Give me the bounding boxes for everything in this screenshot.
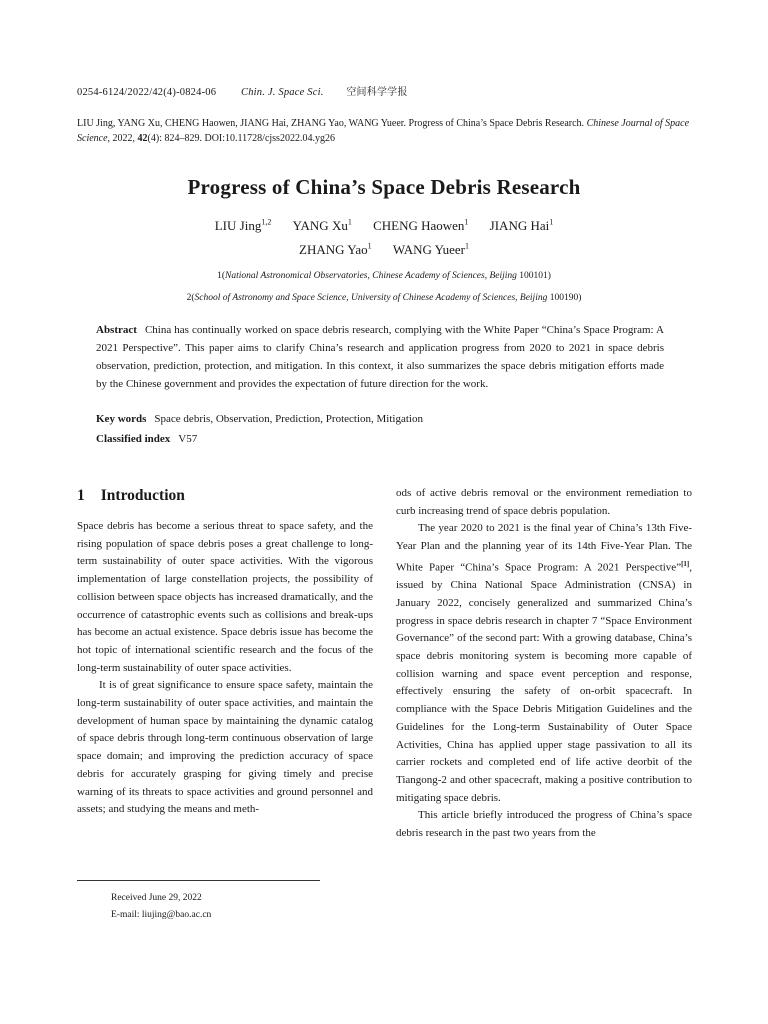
author: JIANG Hai$^1$ [489, 218, 554, 234]
affiliation-2: 2(School of Astronomy and Space Science, University of Chinese Academy of Sciences, Beijing 100190) [186, 293, 582, 303]
paragraph: ods of active debris removal or the environment remediation to curb increasing trend of space debris population. [396, 487, 692, 517]
journal-header [77, 83, 408, 98]
citation-year: , 2022, [107, 133, 138, 144]
section-heading [77, 487, 185, 505]
right-column [396, 485, 692, 843]
footnote-divider [77, 880, 320, 881]
left-column [77, 518, 373, 819]
author: ZHANG Yao$^1$ [299, 242, 372, 258]
keywords [96, 413, 423, 425]
affiliation-1: 1(National Astronomical Observatories, Chinese Academy of Sciences, Beijing 100101) [217, 271, 551, 281]
paragraph: This article briefly introduced the progress of China’s space debris research in the past two years from the [396, 809, 692, 840]
authors-row-1 [0, 218, 768, 234]
classified-label: Classified index [96, 433, 171, 445]
abstract [96, 321, 664, 393]
paper-title: Progress of China’s Space Debris Research [187, 175, 581, 199]
journal-abbreviation: Chin. J. Space Sci. [241, 87, 324, 98]
citation-authors: LIU Jing, YANG Xu, CHENG Haowen, JIANG Hai, ZHANG Yao, WANG Yueer. Progress of China’s Space Debris Research. [77, 118, 585, 129]
received-date: Received June 29, 2022 [111, 893, 202, 903]
citation-volume: 42 [137, 133, 148, 144]
abstract-label: Abstract [96, 324, 137, 336]
journal-chinese-name: 空间科学学报 [346, 87, 408, 98]
author: YANG Xu$^1$ [292, 218, 352, 234]
author: CHENG Haowen$^1$ [373, 218, 469, 234]
paragraph: It is of great significance to ensure space safety, maintain the long-term sustainability of outer space activities, and maintain the development of human space by maintaining the dynamic catalog of space debris through long-term continuous observation of large space domain; and improving the prediction accuracy of space debris for accurately grasping for giving timely and precise warning of its threats to space activities and ground personnel and assets; and studying the means and meth- [77, 679, 373, 816]
paragraph: The year 2020 to 2021 is the final year of China’s 13th Five-Year Plan and the planning year of its 14th Five-Year Plan. The White Paper “China’s Space Program: A 2021 Perspective”[1], issued by China National Space Administration (CNSA) in January 2022, concisely generalized and summarized China’s progress in space debris research in chapter 7 “Space Environment Governance” of the second part: With a growing database, China’s space debris monitoring system is becoming more capable of collision warning and space event perception and response, effectively ensuring the safety of on-orbit spacecraft. In compliance with the Space Debris Mitigation Guidelines and the Guidelines for the Long-term Sustainability of Outer Space Activities, China has applied upper stage passivation to all its carrier rockets and completed end of life active deorbit of the Tiangong-2 and other spacecraft, making a positive contribution to mitigating space debris. [396, 522, 692, 804]
abstract-text: China has continually worked on space debris research, complying with the White Paper “China’s Space Program: A 2021 Perspective”. This paper aims to clarify China’s research and application progress from 2020 to 2021 in space debris observation, prediction, protection, and mitigation. In this context, it also summarizes the space debris mitigation efforts made by the Chinese government and provides the expectation of future direction for the work. [96, 324, 664, 390]
authors-row-2 [0, 242, 768, 258]
citation-doi: (4): 824–829. DOI:10.11728/cjss2022.04.yg26 [147, 133, 335, 144]
keywords-label: Key words [96, 413, 147, 425]
citation [77, 116, 693, 146]
article-code: 0254-6124/2022/42(4)-0824-06 [77, 87, 217, 98]
citation-journal: Chinese Journal of Space Science [77, 118, 690, 144]
paragraph: Space debris has become a serious threat to space safety, and the rising population of space debris poses a great challenge to long-term sustainability of outer space activities. With the vigorous implementation of large constellation projects, the possibility of collision between space objects has increased dramatically, and the occurrence of catastrophic events such as collisions and break-ups has become an actual existence. Space debris issue has become the hot topic of international scientific research and the focus of the long-term sustainability of outer space activities. [77, 520, 373, 674]
classified-text: V57 [178, 433, 198, 445]
reference-marker[interactable]: [1] [681, 559, 690, 568]
classified-index [96, 433, 197, 445]
section-number: 1 [77, 487, 85, 504]
contact-email[interactable]: E-mail: liujing@bao.ac.cn [111, 910, 212, 920]
author: LIU Jing$^{1,2}$ [214, 218, 272, 234]
keywords-text: Space debris, Observation, Prediction, Protection, Mitigation [154, 413, 423, 425]
section-title: Introduction [100, 487, 185, 504]
author: WANG Yueer$^1$ [392, 242, 469, 258]
